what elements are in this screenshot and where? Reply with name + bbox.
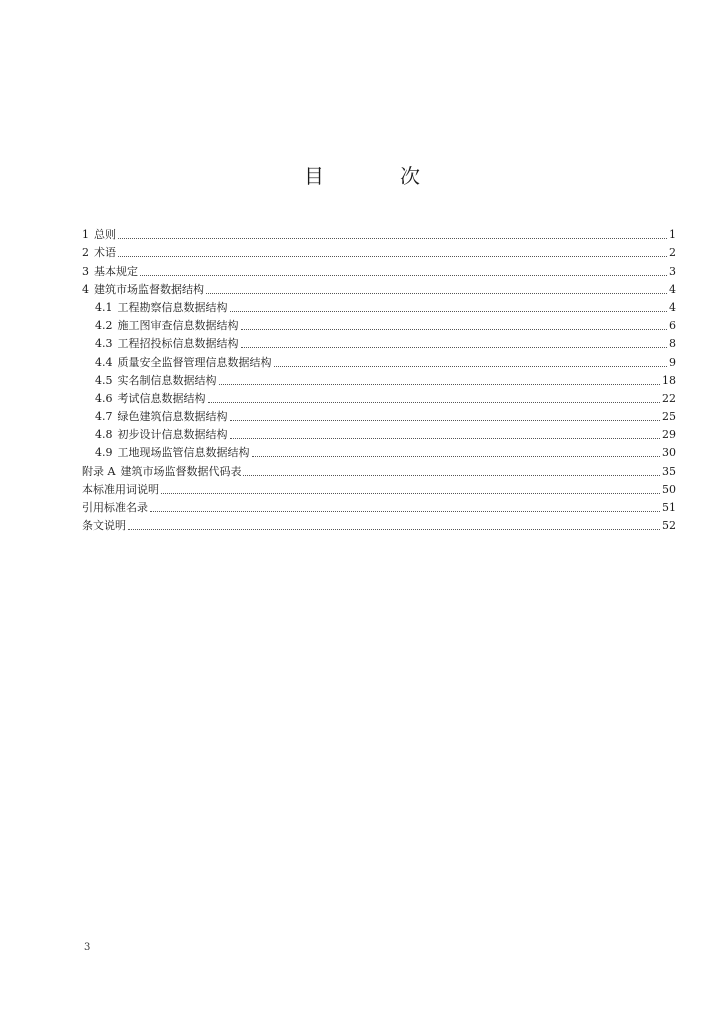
toc-entry-page: 4	[669, 300, 676, 314]
toc-entry[interactable]	[82, 260, 676, 278]
toc-entry[interactable]	[82, 297, 676, 315]
toc-entry-page: 30	[662, 446, 676, 460]
toc-dot-leader	[118, 256, 667, 257]
toc-entry-label: 本标准用词说明	[82, 482, 159, 496]
toc-entry-page: 9	[669, 355, 676, 369]
toc-entry-page: 18	[662, 373, 676, 387]
toc-entry-label: 工程勘察信息数据结构	[117, 300, 228, 314]
toc-entry[interactable]	[82, 515, 676, 533]
toc-entry[interactable]	[82, 370, 676, 388]
toc-entry-label: 引用标准名录	[82, 501, 148, 514]
toc-entry-label: 初步设计信息数据结构	[117, 428, 228, 442]
toc-entry-label: 建筑市场监督数据代码表	[120, 464, 242, 478]
toc-entry-label: 实名制信息数据结构	[117, 373, 217, 387]
toc-dot-leader	[118, 238, 667, 239]
toc-entry-page: 4	[669, 282, 676, 296]
toc-dot-leader	[219, 384, 661, 385]
toc-entry-number: 4.4	[95, 355, 113, 369]
toc-entry[interactable]	[82, 351, 676, 369]
toc-entry-page: 52	[662, 519, 676, 533]
toc-entry-number: 4.1	[95, 300, 113, 314]
toc-entry-number: 4.6	[95, 391, 113, 405]
toc-entry-label: 绿色建筑信息数据结构	[117, 410, 228, 424]
toc-entry[interactable]	[82, 279, 676, 297]
footer-page-number: 3	[84, 942, 91, 953]
toc-dot-leader	[128, 529, 660, 530]
toc-dot-leader	[241, 329, 668, 330]
toc-dot-leader	[206, 293, 667, 294]
toc-entry-number: 附录 A	[82, 464, 116, 478]
toc-entry-label: 施工图审查信息数据结构	[117, 319, 239, 333]
toc-entry-page: 6	[669, 319, 676, 333]
toc-entry[interactable]	[82, 333, 676, 351]
toc-entry-page: 3	[669, 264, 676, 278]
toc-entry[interactable]	[82, 497, 676, 515]
toc-dot-leader	[252, 456, 661, 457]
toc-entry-number: 4	[82, 282, 89, 296]
toc-entry-page: 35	[662, 464, 676, 478]
toc-entry-label: 基本规定	[94, 264, 138, 278]
toc-entry-number: 4.8	[95, 428, 113, 442]
toc-entry-label: 工地现场监管信息数据结构	[117, 446, 250, 460]
toc-entry[interactable]	[82, 460, 676, 478]
toc-entry-page: 51	[662, 501, 676, 514]
toc-dot-leader	[140, 275, 667, 276]
toc-entry-page: 8	[669, 337, 676, 351]
toc-entry-number: 4.2	[95, 319, 113, 333]
toc-entry-page: 29	[662, 428, 676, 442]
toc-entry[interactable]	[82, 224, 676, 242]
toc-entry-number: 2	[82, 246, 89, 260]
toc-entry-label: 质量安全监督管理信息数据结构	[117, 355, 272, 369]
toc-entry-page: 50	[662, 482, 676, 496]
toc-entry-page: 25	[662, 410, 676, 424]
toc-dot-leader	[241, 347, 668, 348]
toc-entry[interactable]	[82, 388, 676, 406]
toc-dot-leader	[243, 475, 660, 476]
toc-entry-label: 术语	[94, 246, 116, 260]
toc-dot-leader	[230, 438, 661, 439]
toc-dot-leader	[161, 493, 660, 494]
toc-entry[interactable]	[82, 442, 676, 460]
toc-entry[interactable]	[82, 479, 676, 497]
toc-dot-leader	[230, 311, 668, 312]
page-title: 目 次	[304, 164, 448, 188]
toc-entry[interactable]	[82, 424, 676, 442]
toc-entry-number: 4.5	[95, 373, 113, 387]
toc-entry-page: 2	[669, 246, 676, 260]
table-of-contents	[82, 224, 676, 533]
toc-entry-number: 3	[82, 264, 89, 278]
toc-entry-page: 1	[669, 228, 676, 242]
toc-dot-leader	[150, 511, 660, 512]
toc-entry-label: 建筑市场监督数据结构	[94, 282, 204, 296]
toc-dot-leader	[274, 366, 668, 367]
toc-entry-number: 4.3	[95, 337, 113, 351]
toc-entry[interactable]	[82, 406, 676, 424]
toc-entry[interactable]	[82, 315, 676, 333]
toc-entry-label: 条文说明	[82, 519, 126, 533]
toc-entry-page: 22	[662, 391, 676, 405]
toc-entry-number: 4.9	[95, 446, 113, 460]
toc-entry[interactable]	[82, 242, 676, 260]
toc-entry-number: 4.7	[95, 410, 113, 424]
toc-dot-leader	[230, 420, 661, 421]
toc-dot-leader	[208, 402, 661, 403]
toc-entry-label: 总则	[94, 228, 116, 242]
toc-entry-label: 考试信息数据结构	[117, 391, 206, 405]
toc-entry-label: 工程招投标信息数据结构	[117, 337, 239, 351]
toc-entry-number: 1	[82, 228, 89, 242]
